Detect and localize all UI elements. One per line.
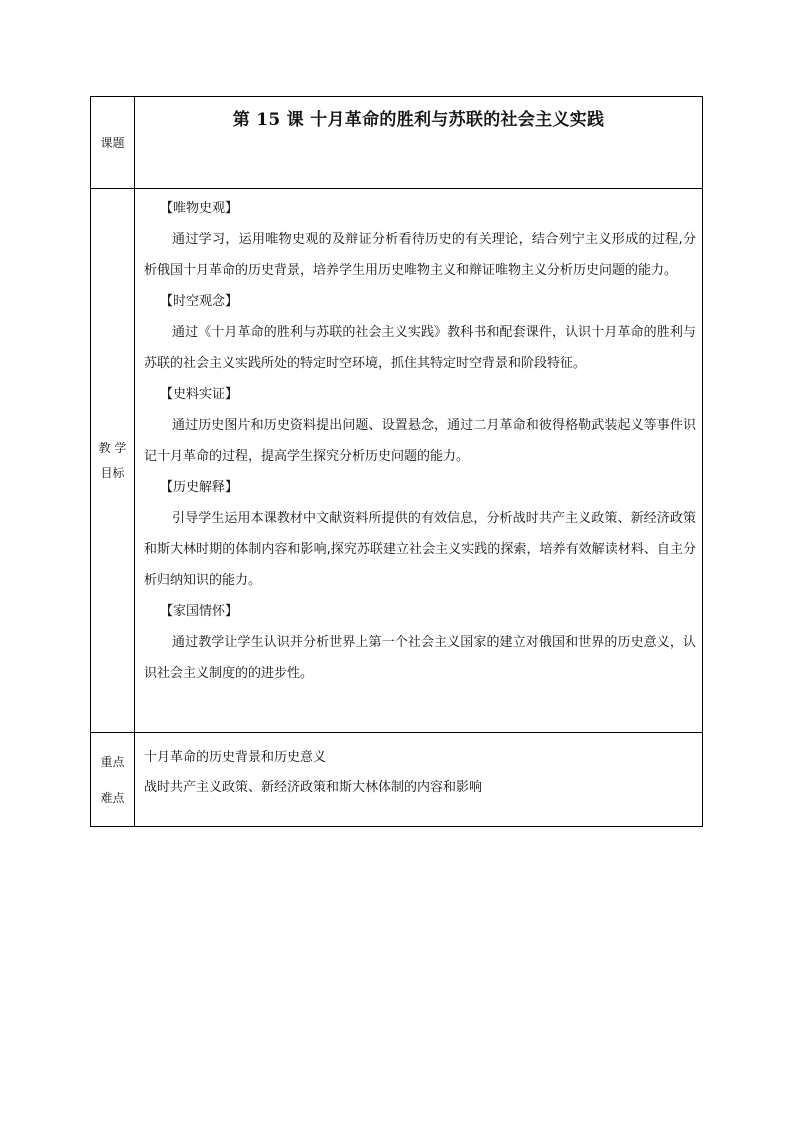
section-heading-spacetime: 【时空观念】 [160, 294, 239, 309]
goals-content [135, 189, 703, 733]
section-body-evidence: 通过历史图片和历史资料提出问题、设置悬念，通过二月革命和彼得格勒武装起义等事件识记十月革命的过程，提高学生探究分析历史问题的能力。 [144, 418, 696, 464]
goals-label-cell [91, 189, 135, 733]
section-heading-evidence: 【史料实证】 [160, 387, 239, 402]
goals-row [91, 189, 703, 733]
section-body-spacetime: 通过《十月革命的胜利与苏联的社会主义实践》教科书和配套课件，认识十月革命的胜利与苏联的社会主义实践所处的特定时空环境，抓住其特定时空背景和阶段特征。 [144, 325, 696, 371]
key-points-row [91, 733, 703, 827]
lesson-plan-table [90, 96, 703, 827]
key-label: 重点 [100, 754, 125, 769]
section-body-patriotism: 通过教学让学生认识并分析世界上第一个社会主义国家的建立对俄国和世界的历史意义，认识社会主义制度的的进步性。 [144, 635, 696, 681]
section-heading-interpretation: 【历史解释】 [160, 480, 239, 495]
section-body-materialism: 通过学习，运用唯物史观的及辩证分析看待历史的有关理论，结合列宁主义形成的过程,分析俄国十月革命的历史背景，培养学生用历史唯物主义和辩证唯物主义分析历史问题的能力。 [144, 232, 696, 278]
topic-label: 课题 [91, 97, 135, 189]
key-points-content [135, 733, 703, 827]
difficult-label: 难点 [100, 790, 125, 805]
goals-label-line1: 教 学 [98, 440, 127, 455]
title-row [91, 97, 703, 189]
section-heading-patriotism: 【家国情怀】 [160, 604, 239, 619]
difficult-point-text: 战时共产主义政策、新经济政策和斯大林体制的内容和影响 [144, 780, 483, 795]
key-points-label-cell [91, 733, 135, 827]
key-point-text: 十月革命的历史背景和历史意义 [144, 750, 327, 765]
section-body-interpretation: 引导学生运用本课教材中文献资料所提供的有效信息，分析战时共产主义政策、新经济政策和斯大林时期的体制内容和影响,探究苏联建立社会主义实践的探索，培养有效解读材料、自主分析归纳知识的能力。 [144, 511, 696, 588]
title-cell [135, 97, 703, 189]
lesson-title: 第 15 课 十月革命的胜利与苏联的社会主义实践 [232, 110, 605, 130]
goals-label-line2: 目标 [100, 465, 125, 480]
section-heading-materialism: 【唯物史观】 [160, 201, 239, 216]
